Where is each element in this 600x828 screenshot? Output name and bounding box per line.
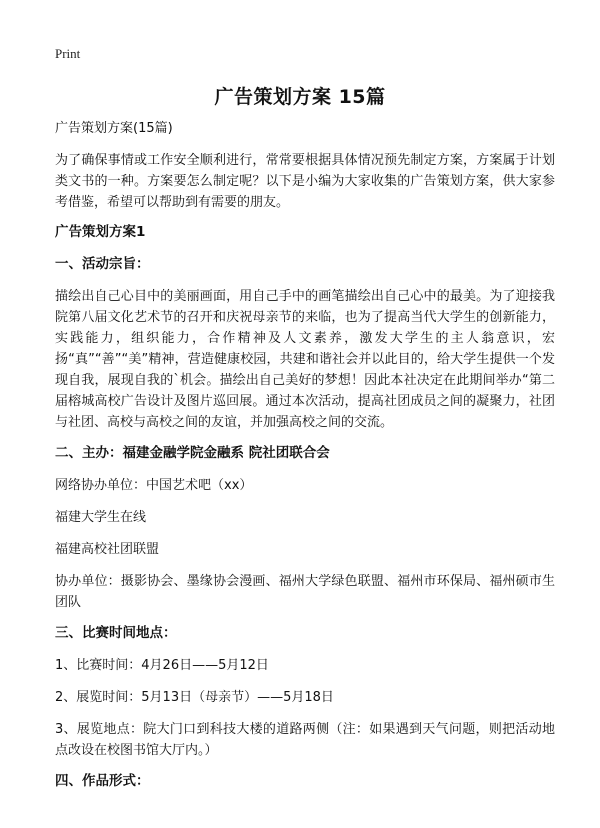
print-label: Print — [55, 46, 81, 61]
paragraph-activity-purpose: 描绘出自己心目中的美丽画面，用自己手中的画笔描绘出自己心中的最美。为了迎接我院第八届文化艺术节的召开和庆祝母亲节的来临，也为了提高当代大学生的创新能力，实践能力，组织能力，合作精神及人文素养，激发大学生的主人翁意识，宏扬“真”“善”“美”精神，营造健康校园，共建和谐社会并以此目的，给大学生提供一个发现自我，展现自我的`机会。描绘出自己美好的梦想！因此本社决定在此期间举办“第二届榕城高校广告设计及图片巡回展。通过本次活动，提高社团成员之间的凝聚力，社团与社团、高校与高校之间的友谊，并加强高校之间的交流。 — [55, 289, 555, 430]
paragraph-network-coorganizer: 网络协办单位：中国艺术吧（xx） — [55, 478, 253, 493]
paragraph-contest-time: 1、比赛时间：4月26日——5月12日 — [55, 658, 269, 673]
heading-organizer: 二、主办：福建金融学院金融系 院社团联合会 — [55, 445, 330, 461]
paragraph-fujian-student-online: 福建大学生在线 — [55, 510, 147, 525]
heading-work-form: 四、作品形式： — [55, 773, 150, 789]
paragraph-coorganizers: 协办单位：摄影协会、墨缘协会漫画、福州大学绿色联盟、福州市环保局、福州硕市生团队 — [55, 574, 555, 610]
subtitle: 广告策划方案(15篇) — [55, 121, 173, 136]
document-title: 广告策划方案 15篇 — [214, 86, 386, 108]
document-body — [55, 118, 555, 803]
section-title: 广告策划方案1 — [55, 224, 146, 240]
heading-time-place: 三、比赛时间地点： — [55, 625, 177, 641]
paragraph-exhibition-time: 2、展览时间：5月13日（母亲节）——5月18日 — [55, 690, 334, 705]
paragraph-exhibition-place: 3、展览地点：院大门口到科技大楼的道路两侧（注：如果遇到天气问题，则把活动地点改设在校图书馆大厅内。） — [55, 722, 555, 758]
heading-activity-purpose: 一、活动宗旨： — [55, 256, 150, 272]
paragraph-fujian-club-alliance: 福建高校社团联盟 — [55, 542, 160, 557]
intro-paragraph: 为了确保事情或工作安全顺利进行，常常要根据具体情况预先制定方案，方案属于计划类文书的一种。方案要怎么制定呢？以下是小编为大家收集的广告策划方案，供大家参考借鉴，希望可以帮助到有需要的朋友。 — [55, 153, 555, 210]
